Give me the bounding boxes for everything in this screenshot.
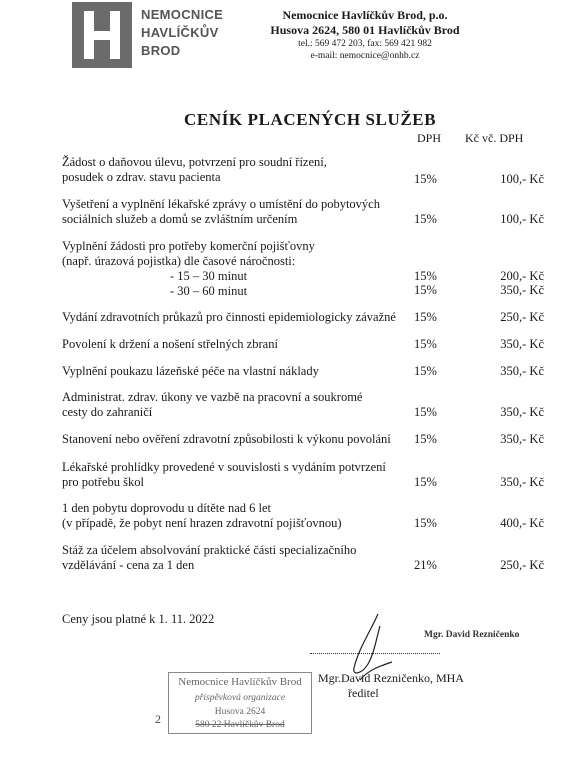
- price-item: [62, 155, 562, 185]
- item-text: (v případě, že pobyt není hrazen zdravotní pojišťovnou): [62, 516, 342, 530]
- item-text: pro potřebu škol: [62, 475, 144, 489]
- logo-line: NEMOCNICE: [141, 7, 224, 22]
- item-text: Vydání zdravotních průkazů pro činnosti epidemiologicky závažné: [62, 310, 396, 324]
- item-text: Vyplnění poukazu lázeňské péče na vlastní náklady: [62, 364, 319, 378]
- org-email: e-mail: nemocnice@onhb.cz: [310, 51, 420, 61]
- item-text: Vyšetření a vyplnění lékařské zprávy o umístění do pobytových: [62, 197, 380, 211]
- hospital-logo: [72, 2, 132, 68]
- price-item: [62, 501, 562, 531]
- signature-stamp-name: Mgr. David Rezničenko: [424, 630, 520, 640]
- price-item: [62, 197, 562, 227]
- item-text: (např. úrazová pojistka) dle časové náročnosti:: [62, 254, 296, 268]
- item-vat: 15%: [414, 475, 437, 489]
- item-text: Lékařské prohlídky provedené v souvislosti s vydáním potvrzení: [62, 460, 386, 474]
- item-text: Stáž za účelem absolvování praktické části specializačního: [62, 543, 357, 557]
- column-header-total: Kč vč. DPH: [465, 131, 524, 145]
- price-item: [62, 543, 562, 573]
- item-subline: - 30 – 60 minut: [170, 284, 248, 298]
- item-price: 250,- Kč: [500, 558, 544, 572]
- org-street: Husova 2624, 580 01 Havlíčkův Brod: [270, 23, 460, 37]
- item-price: 350,- Kč: [500, 432, 544, 446]
- item-price: 350,- Kč: [500, 283, 544, 297]
- item-price: 250,- Kč: [500, 310, 544, 324]
- logo-wordmark: [141, 6, 223, 60]
- item-price: 350,- Kč: [500, 364, 544, 378]
- item-vat: 15%: [414, 337, 437, 351]
- item-vat: 15%: [414, 212, 437, 226]
- stamp-line: příspěvková organizace: [194, 693, 286, 703]
- item-vat: 21%: [414, 558, 437, 572]
- item-vat: 15%: [414, 310, 437, 324]
- item-vat: 15%: [414, 432, 437, 446]
- item-text: 1 den pobytu doprovodu u dítěte nad 6 let: [62, 501, 271, 515]
- price-item: [62, 239, 562, 299]
- item-price: 400,- Kč: [500, 516, 544, 530]
- item-text: Žádost o daňovou úlevu, potvrzení pro soudní řízení,: [62, 155, 327, 169]
- price-item: [62, 310, 562, 325]
- item-vat: 15%: [414, 269, 437, 283]
- logo-line: BROD: [141, 43, 181, 58]
- item-price: 100,- Kč: [500, 172, 544, 186]
- item-vat: 15%: [414, 283, 437, 297]
- stamp-line: Husova 2624: [214, 707, 266, 717]
- item-vat: 15%: [414, 516, 437, 530]
- price-item: [62, 390, 562, 420]
- item-text: Vyplnění žádosti pro potřeby komerční pojišťovny: [62, 239, 315, 253]
- item-vat: 15%: [414, 172, 437, 186]
- item-text: sociálních služeb a domů se zvláštním určením: [62, 212, 298, 226]
- item-text: Povolení k držení a nošení střelných zbraní: [62, 337, 278, 351]
- item-text: vzdělávání - cena za 1 den: [62, 558, 195, 572]
- signature-line: [310, 653, 440, 654]
- page-title: CENÍK PLACENÝCH SLUŽEB: [184, 110, 437, 129]
- official-stamp: [168, 672, 312, 734]
- validity-note: Ceny jsou platné k 1. 11. 2022: [62, 612, 215, 626]
- stamp-line: 580 22 Havlíčkův Brod: [195, 720, 285, 730]
- org-phone: tel.: 569 472 203, fax: 569 421 982: [298, 39, 432, 49]
- stamp-number: 2: [155, 712, 161, 726]
- price-item: [62, 337, 562, 352]
- item-text: cesty do zahraničí: [62, 405, 153, 419]
- item-price: 350,- Kč: [500, 337, 544, 351]
- price-item: [62, 432, 562, 447]
- item-text: posudek o zdrav. stavu pacienta: [62, 170, 221, 184]
- signatory-role: ředitel: [348, 686, 379, 700]
- item-price: 350,- Kč: [500, 405, 544, 419]
- item-price: 200,- Kč: [500, 269, 544, 283]
- item-price: 350,- Kč: [500, 475, 544, 489]
- item-text: Administrat. zdrav. úkony ve vazbě na pracovní a soukromé: [62, 390, 363, 404]
- stamp-line: Nemocnice Havlíčkův Brod: [178, 676, 302, 688]
- org-name: Nemocnice Havlíčkův Brod, p.o.: [282, 8, 448, 22]
- item-subline: - 15 – 30 minut: [170, 269, 248, 283]
- price-item: [62, 364, 562, 379]
- item-vat: 15%: [414, 405, 437, 419]
- signatory: [318, 671, 464, 701]
- signatory-name: Mgr.David Rezničenko, MHA: [318, 671, 464, 685]
- letterhead-address: [262, 8, 468, 62]
- logo-line: HAVLÍČKŮV: [141, 25, 219, 40]
- item-price: 100,- Kč: [500, 212, 544, 226]
- price-item: [62, 460, 562, 490]
- item-text: Stanovení nebo ověření zdravotní způsobilosti k výkonu povolání: [62, 432, 391, 446]
- column-header-vat: DPH: [417, 131, 442, 145]
- item-vat: 15%: [414, 364, 437, 378]
